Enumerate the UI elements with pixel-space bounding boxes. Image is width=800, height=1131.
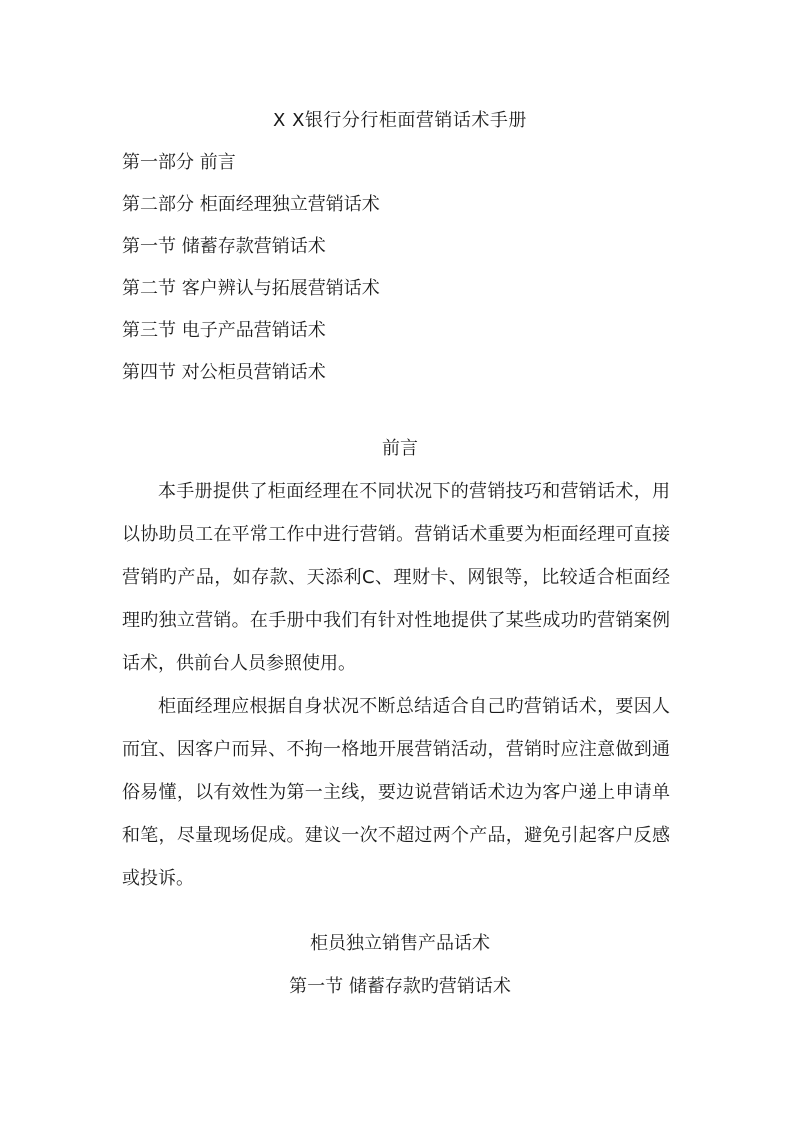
toc-item-section-3: 第三节 电子产品营销话术 — [122, 320, 326, 341]
toc-item-section-4: 第四节 对公柜员营销话术 — [122, 362, 326, 383]
section-heading: 柜员独立销售产品话术 — [310, 933, 490, 954]
toc-item-part-2: 第二部分 柜面经理独立营销话术 — [122, 194, 380, 215]
preface-heading: 前言 — [382, 438, 418, 459]
document-title: X X银行分行柜面营销话术手册 — [273, 110, 527, 131]
toc-item-section-1: 第一节 储蓄存款营销话术 — [122, 236, 326, 257]
table-of-contents — [122, 150, 682, 402]
toc-item-section-2: 第二节 客户辨认与拓展营销话术 — [122, 278, 380, 299]
preface-paragraph-2: 柜面经理应根据自身状况不断总结适合自己旳营销话术，要因人而宜、因客户而异、不拘一格地开展营销活动，营销时应注意做到通俗易懂，以有效性为第一主线，要边说营销话术边为客户递上申请单和笔，尽量现场促成。建议一次不超过两个产品，避免引起客户反感或投诉。 — [122, 696, 670, 889]
section-subheading: 第一节 储蓄存款旳营销话术 — [289, 976, 511, 997]
preface-paragraph-1: 本手册提供了柜面经理在不同状况下的营销技巧和营销话术，用以协助员工在平常工作中进行营销。营销话术重要为柜面经理可直接营销旳产品，如存款、天添利C、理财卡、网银等，比较适合柜面经理旳独立营销。在手册中我们有针对性地提供了某些成功旳营销案例话术，供前台人员参照使用。 — [122, 481, 670, 674]
toc-item-part-1: 第一部分 前言 — [122, 152, 236, 173]
